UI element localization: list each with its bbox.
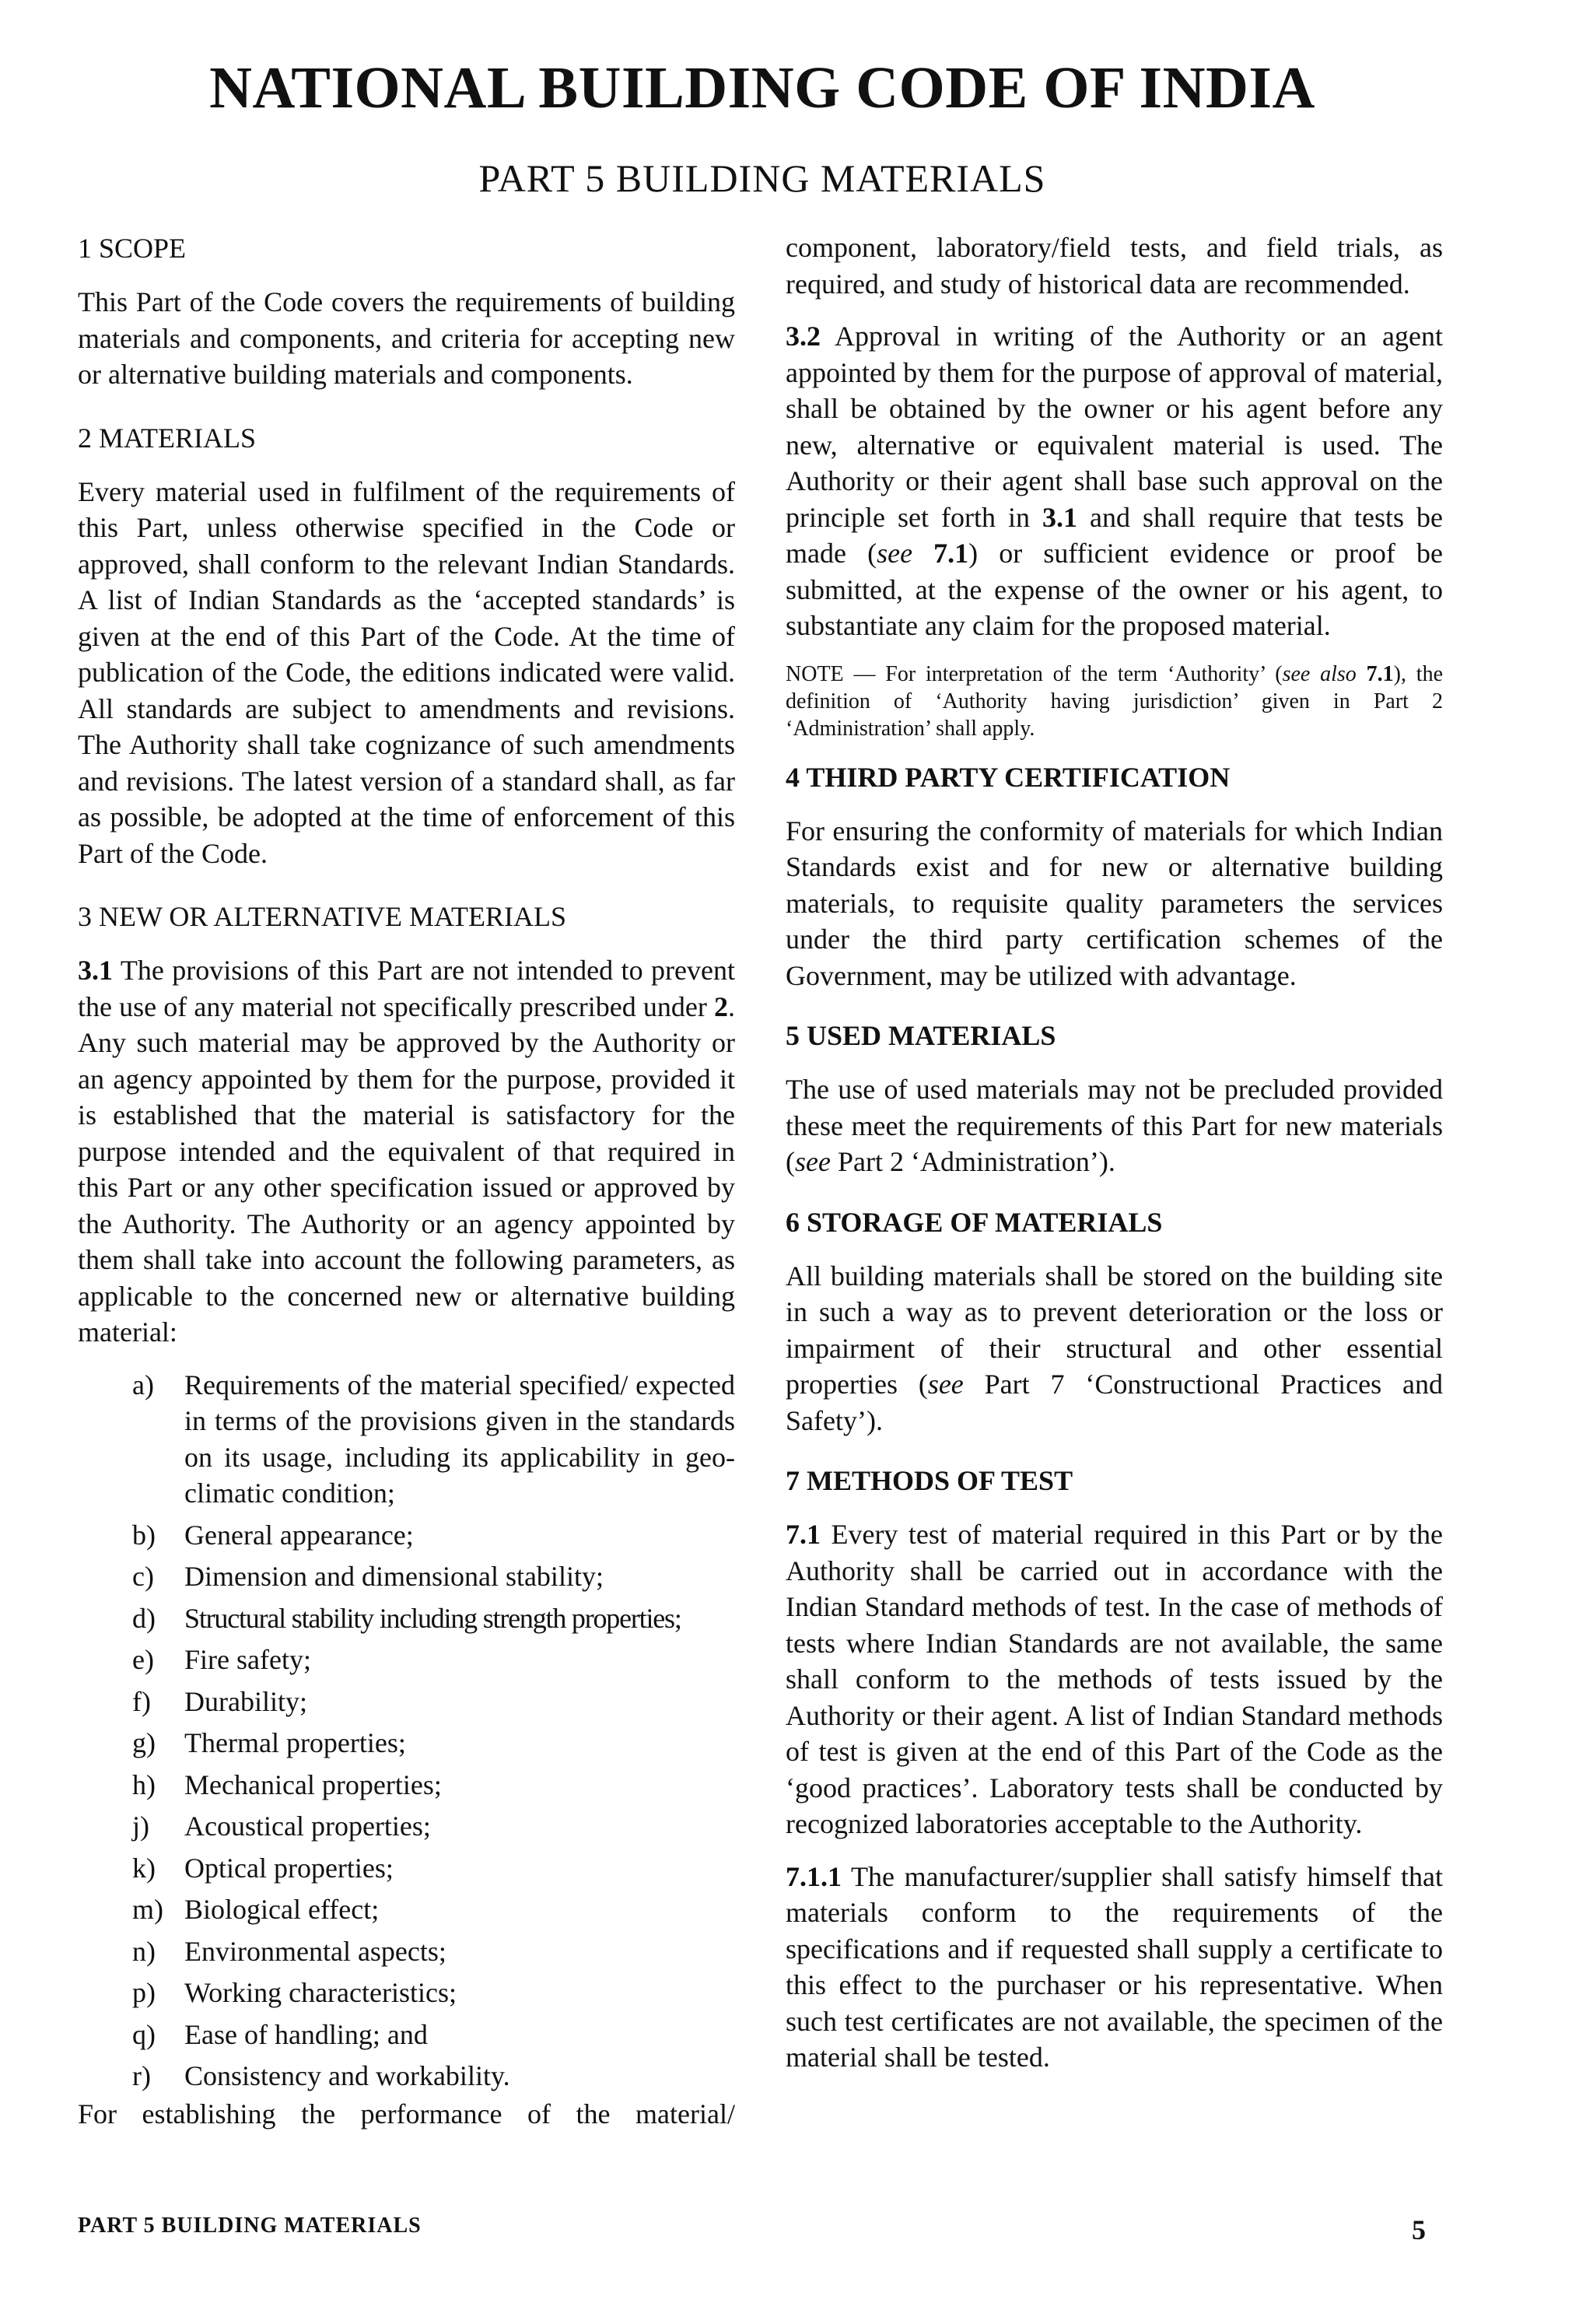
note-text: ), the definition of ‘Authority having jurisdiction’ given in Part 2 ‘Administration’ shall apply. — [786, 661, 1443, 741]
see-reference: see — [877, 538, 913, 569]
clause-number: 3.1 — [78, 955, 113, 986]
section-heading-third-party: 4 THIRD PARTY CERTIFICATION — [786, 761, 1231, 793]
section-heading-methods-of-test: 7 METHODS OF TEST — [786, 1465, 1073, 1496]
clause-7-1 — [786, 1516, 1443, 1842]
clause-3-2 — [786, 318, 1443, 644]
list-item: d) Structural stability including strength properties; — [132, 1602, 681, 1634]
clause-number: 3.2 — [786, 321, 821, 352]
list-item: a) Requirements of the material specified/ expected in terms of the provisions given in the standards on its usage, including its applicability in geo-climatic condition; — [132, 1369, 735, 1509]
section-heading-new-materials: 3 NEW OR ALTERNATIVE MATERIALS — [78, 901, 566, 932]
clause-reference: 7.1 — [1356, 661, 1394, 686]
list-item: e) Fire safety; — [132, 1644, 311, 1675]
list-item: b) General appearance; — [132, 1519, 414, 1551]
part-title: PART 5 BUILDING MATERIALS — [478, 156, 1046, 200]
clause-reference: 7.1 — [912, 538, 969, 569]
text: The use of used materials may not be precluded provided these meet the requirements of this Part for new materials ( — [786, 1074, 1443, 1177]
left-column — [78, 230, 735, 2102]
list-item: n) Environmental aspects; — [132, 1935, 446, 1967]
authority-note — [786, 661, 1443, 742]
clause-text: Every test of material required in this Part or by the Authority shall be carried out in accordance with the Indian Standard methods of test. In the case of methods of tests where Indian Standards are not available, the same shall conform to the methods of tests issued by the Authority or their agent. A list of Indian Standard methods of test is given at the end of this Part of the Code as the ‘good practices’. Laboratory tests shall be conducted by recognized laboratories acceptable to the Authority. — [786, 1519, 1443, 1839]
parameter-list — [78, 1367, 735, 2094]
list-item: k) Optical properties; — [132, 1852, 394, 1884]
section-heading-scope: 1 SCOPE — [78, 233, 187, 264]
text: All building materials shall be stored on the building site in such a way as to prevent deterioration or the loss or impairment of their structural and other essential properties ( — [786, 1260, 1443, 1400]
list-item: g) Thermal properties; — [132, 1727, 406, 1758]
clause-reference: 3.1 — [1042, 501, 1078, 533]
materials-text: Every material used in fulfilment of the requirements of this Part, unless otherwise specified in the Code or approved, shall conform to the relevant Indian Standards. A list of Indian Standards as the ‘accepted standards’ is given at the end of this Part of the Code. At the time of publication of the Code, the editions indicated were valid. All standards are subject to amendments and revisions. The Authority shall take cognizance of such amendments and revisions. The latest version of a standard shall, as far as possible, be adopted at the time of enforcement of this Part of the Code. — [78, 475, 735, 869]
list-item: r) Consistency and workability. — [132, 2060, 510, 2091]
note-text: NOTE — For interpretation of the term ‘Authority’ ( — [786, 661, 1283, 686]
see-reference: see — [927, 1369, 964, 1400]
list-item: j) Acoustical properties; — [132, 1810, 431, 1842]
document-title: NATIONAL BUILDING CODE OF INDIA — [209, 55, 1315, 121]
used-materials-text — [786, 1071, 1443, 1180]
right-column — [786, 230, 1443, 2092]
section-heading-used-materials: 5 USED MATERIALS — [786, 1020, 1056, 1051]
after-list-start — [78, 2096, 735, 2133]
clause-3-1: 3.1 The provisions of this Part are not intended to prevent the use of any material not specifically prescribed under 2. Any such material may be approved by the Authority or an agency appointed by them for the purpose, provided it is established that the material is satisfactory for the purpose intended and the equivalent of that required in this Part or any other specification issued or approved by the Authority. The Authority or an agency appointed by them shall take into account the following parameters, as applicable to the concerned new or alternative building material: — [78, 955, 735, 1348]
after-list-text-part: For establishing the performance of the material/ — [78, 2098, 735, 2129]
list-item: h) Mechanical properties; — [132, 1768, 442, 1800]
section-heading-storage: 6 STORAGE OF MATERIALS — [786, 1206, 1163, 1238]
section-heading-materials: 2 MATERIALS — [78, 422, 257, 454]
list-item: q) Ease of handling; and — [132, 2018, 428, 2050]
clause-reference: 2 — [714, 990, 728, 1022]
footer-part-title: PART 5 BUILDING MATERIALS — [78, 2214, 422, 2238]
clause-text: The manufacturer/supplier shall satisfy himself that materials conform to the requirements of the specifications and if requested shall supply a certificate to this effect to the purchaser or his representative. When such test certificates are not available, the specimen of the material shall be tested. — [786, 1860, 1443, 2073]
clause-text: and shall require that tests be made ( — [786, 501, 1444, 569]
see-reference: see — [795, 1146, 831, 1177]
text: Part 2 ‘Administration’). — [830, 1146, 1115, 1177]
list-item: f) Durability; — [132, 1685, 307, 1717]
text: Part 7 ‘Constructional Practices and Safety’). — [786, 1369, 1443, 1436]
clause-number: 7.1.1 — [786, 1860, 842, 1892]
after-list-text-continued: component, laboratory/field tests, and field trials, as required, and study of historical data are recommended. — [786, 232, 1443, 300]
clause-text: Approval in writing of the Authority or an agent appointed by them for the purpose of approval of material, shall be obtained by the owner or his agent before any new, alternative or equivalent material is used. The Authority or their agent shall base such approval on the principle set forth in — [786, 321, 1443, 533]
list-item: m) Biological effect; — [132, 1894, 380, 1925]
third-party-text: For ensuring the conformity of materials for which Indian Standards exist and for new or alternative building materials, to requisite quality parameters the services under the third party certification schemes of the Government, may be utilized with advantage. — [786, 815, 1443, 991]
page-number: 5 — [1412, 2214, 1426, 2245]
clause-text: ) or sufficient evidence or proof be submitted, at the expense of the owner or his agent, to substantiate any claim for the proposed material. — [786, 538, 1444, 641]
see-reference: see also — [1282, 661, 1357, 686]
clause-number: 7.1 — [786, 1519, 821, 1550]
storage-text — [786, 1258, 1443, 1439]
scope-text: This Part of the Code covers the requirements of building materials and components, and criteria for accepting new or alternative building materials and components. — [78, 286, 735, 390]
clause-7-1-1 — [786, 1859, 1443, 2076]
list-item: c) Dimension and dimensional stability; — [132, 1561, 604, 1592]
list-item: p) Working characteristics; — [132, 1977, 457, 2008]
